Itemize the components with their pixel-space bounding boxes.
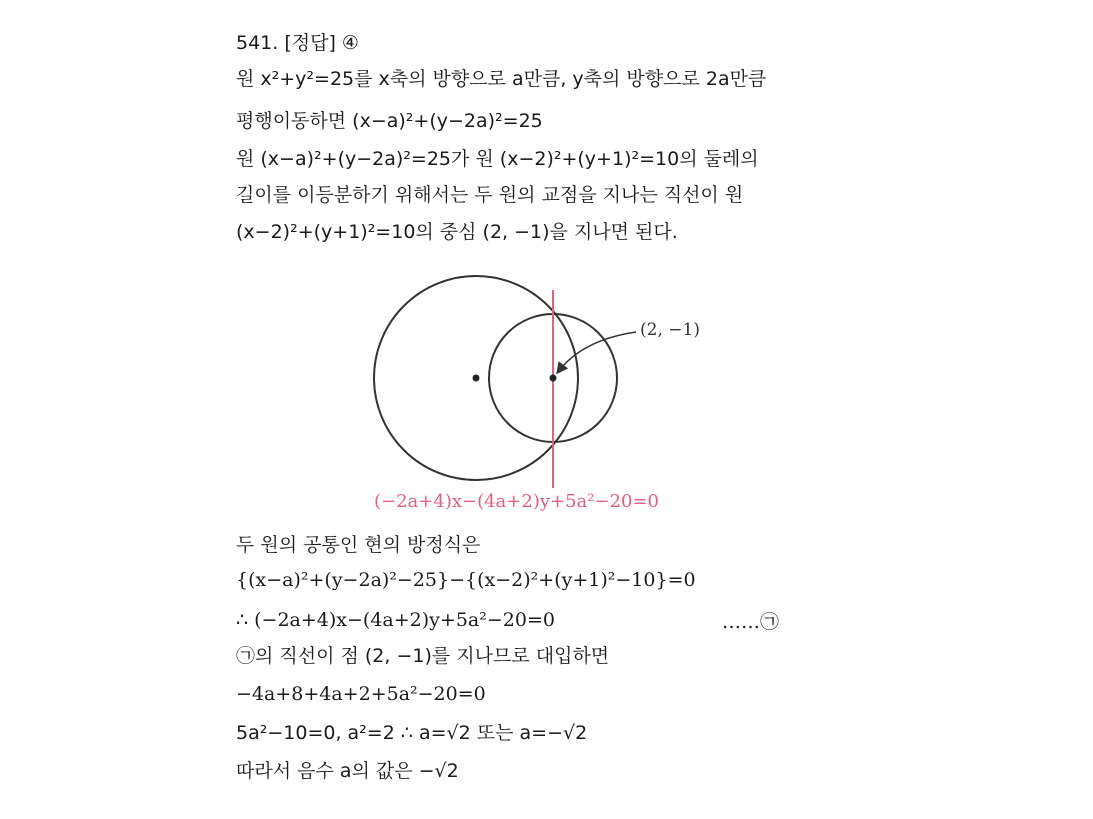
figure-svg — [360, 256, 740, 524]
center-point-translated — [473, 375, 480, 382]
problem-header: 541. [정답] ④ — [236, 32, 359, 54]
solution-line-5: (x−2)²+(y+1)²=10의 중심 (2, −1)을 지나면 된다. — [236, 221, 678, 243]
solution-line-1: 원 x²+y²=25를 x축의 방향으로 a만큼, y축의 방향으로 2a만큼 — [236, 68, 767, 90]
solution-line-10: −4a+8+4a+2+5a²−20=0 — [236, 683, 486, 705]
solution-line-4: 길이를 이등분하기 위해서는 두 원의 교점을 지나는 직선이 원 — [236, 184, 744, 206]
solution-line-2: 평행이동하면 (x−a)²+(y−2a)²=25 — [236, 110, 543, 132]
equation-marker: ……㉠ — [722, 611, 780, 633]
center-point-fixed — [550, 375, 557, 382]
solution-line-9: ㉠의 직선이 점 (2, −1)를 지나므로 대입하면 — [236, 645, 610, 667]
solution-line-11: 5a²−10=0, a²=2 ∴ a=√2 또는 a=−√2 — [236, 722, 588, 744]
solution-line-6: 두 원의 공통인 현의 방정식은 — [236, 534, 481, 556]
two-circles-figure — [360, 256, 740, 524]
center-point-label: (2, −1) — [640, 320, 700, 340]
solution-line-12: 따라서 음수 a의 값은 −√2 — [236, 760, 459, 782]
chord-equation-label: (−2a+4)x−(4a+2)y+5a²−20=0 — [374, 491, 660, 512]
solution-line-8: ∴ (−2a+4)x−(4a+2)y+5a²−20=0 — [236, 609, 555, 631]
solution-line-7: {(x−a)²+(y−2a)²−25}−{(x−2)²+(y+1)²−10}=0 — [236, 569, 696, 591]
solution-line-3: 원 (x−a)²+(y−2a)²=25가 원 (x−2)²+(y+1)²=10의 둘레의 — [236, 148, 759, 170]
